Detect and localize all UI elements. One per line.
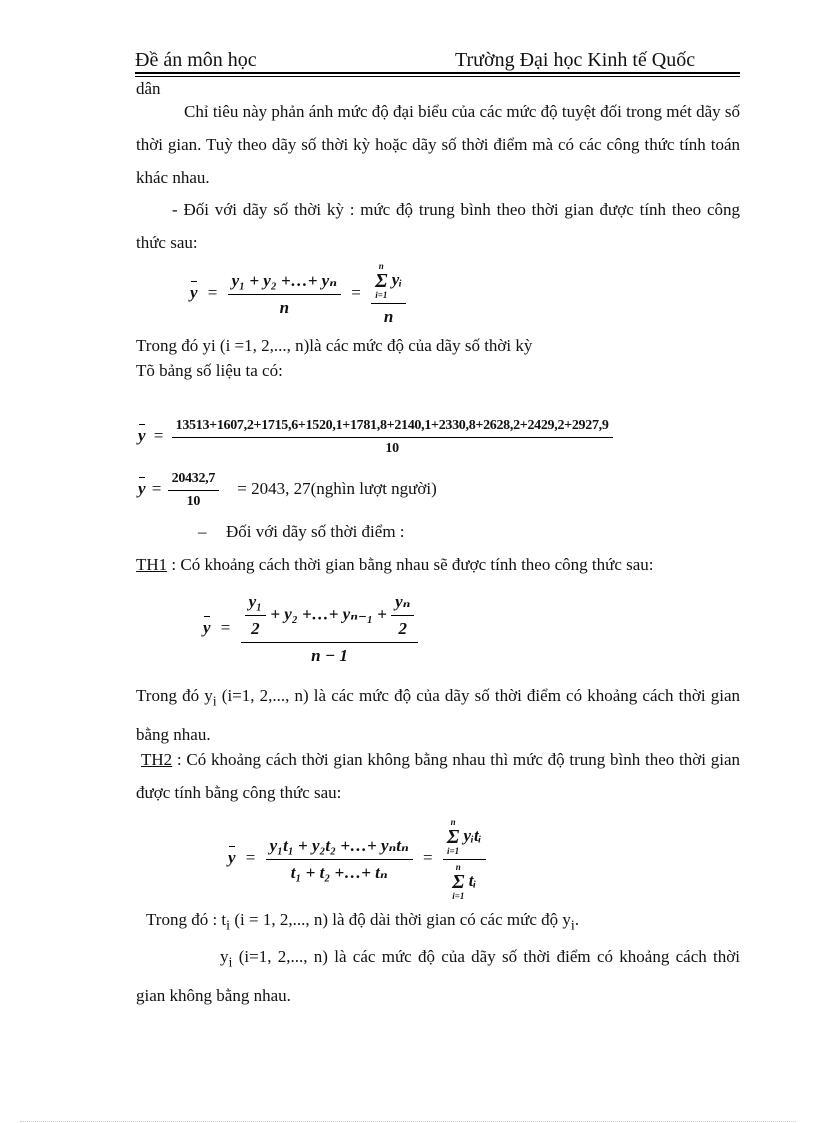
formula-values-denominator: 10 <box>385 441 399 456</box>
paragraph-th2 <box>136 743 740 809</box>
sigma-icon: n Σ i=1 <box>375 261 388 300</box>
th1-text: : Có khoảng cách thời gian bằng nhau sẽ được tính theo công thức sau: <box>167 555 654 574</box>
paragraph-from-table: Tõ bảng số liệu ta có: <box>136 361 283 380</box>
formula-eq-6: = <box>245 848 256 868</box>
formula-result <box>138 471 437 510</box>
formula-unequal-interval <box>228 818 486 901</box>
formula-result-numerator: 20432,7 <box>168 471 219 491</box>
formula-eq-7: = <box>423 848 433 868</box>
formula-ybar-2: y <box>138 426 146 446</box>
header-left: Đề án môn học <box>135 49 257 71</box>
formula-sum-fraction <box>371 262 406 327</box>
formula-equal-fraction <box>241 592 419 666</box>
formula-values-numerator: 13513+1607,2+1715,6+1520,1+1781,8+2140,1+2330,8+2628,2+2429,2+2927,9 <box>172 418 613 438</box>
formula-equal-numerator: $\frac{\text{y₁}}{2}$ + y₂ +…+ yₙ₋₁ + $\frac{\text{yₙ}}{2}$ <box>241 592 419 643</box>
paragraph-where-equal: Trong đó $y_i$ (i=1, 2,..., n) là các mức độ của dãy số thời điểm có khoảng cách thời gian bằng nhau. <box>136 686 740 745</box>
formula-eq-3: = <box>153 426 164 446</box>
paragraph-where-ti: Trong đó : $t_i$ (i = 1, 2,..., n) là độ dài thời gian có các mức độ $y_i$. <box>146 910 580 934</box>
th1-label: TH1 <box>136 555 168 574</box>
formula-numerator: y₁ + y₂ +…+ yₙ <box>228 271 341 295</box>
formula-ybar-4: y <box>203 617 211 637</box>
formula-sum-values <box>138 418 613 457</box>
header-continuation: dân <box>136 79 161 98</box>
paragraph-point-series: Đối với dãy số thời điểm : <box>226 522 405 541</box>
formula-weighted-sum-numerator: n Σ i=1 yᵢtᵢ <box>443 818 486 860</box>
paragraph-where-yi: Trong đó yi (i =1, 2,..., n)là các mức độ của dãy số thời kỳ <box>136 336 533 355</box>
formula-sum-denominator: n <box>383 307 394 326</box>
formula-weighted-sum-denominator: n Σ i=1 tᵢ <box>452 862 477 901</box>
formula-result-denominator: 10 <box>186 494 201 509</box>
formula-sum-numerator: n Σ i=1 yᵢ <box>371 262 406 304</box>
formula-weighted-denominator: t₁ + t₂ +…+ tₙ <box>290 863 388 882</box>
header-right: Trường Đại học Kinh tế Quốc <box>455 49 696 71</box>
th2-label: TH2 <box>141 750 173 769</box>
formula-weighted-fraction <box>266 836 413 883</box>
formula-values-fraction <box>172 418 613 457</box>
paragraph-intro: Chỉ tiêu này phản ánh mức độ đại biểu của các mức độ tuyệt đối trong mét dãy số thời gian. Tuỳ theo dãy số thời kỳ hoặc dãy số thời điểm mà có các công thức tính toán khác nhau. <box>136 102 740 187</box>
header-rule-thin <box>135 76 740 77</box>
bullet-dash-icon: – <box>198 522 207 541</box>
formula-weighted-numerator: y₁t₁ + y₂t₂ +…+ yₙtₙ <box>266 836 413 860</box>
formula-ybar: y <box>190 283 198 303</box>
formula-weighted-sum-fraction <box>443 818 486 901</box>
formula-eq-2: = <box>351 283 361 303</box>
page-bottom-border <box>20 1121 796 1122</box>
formula-ybar-3: y <box>138 479 146 499</box>
paragraph-th1 <box>136 555 654 575</box>
formula-period-mean <box>190 262 406 327</box>
header-rule <box>135 72 740 74</box>
formula-eq-4: = <box>151 479 162 499</box>
sigma-icon-3: n Σ i=1 <box>452 862 465 901</box>
formula-denominator: n <box>279 298 290 317</box>
th2-text: : Có khoảng cách thời gian không bằng nhau thì mức độ trung bình theo thời gian được tính bằng công thức sau: <box>136 750 740 802</box>
formula-equal-interval <box>203 592 418 666</box>
formula-eq: = <box>207 283 218 303</box>
paragraph-where-yi-unequal: $y_i$ (i=1, 2,..., n) là các mức độ của dãy số thời điểm có khoảng cách thời gian không bằng nhau. <box>136 947 740 1006</box>
sigma-icon-2: n Σ i=1 <box>446 817 460 856</box>
paragraph-period-series: - Đối với dãy số thời kỳ : mức độ trung bình theo thời gian được tính theo công thức sau: <box>136 200 740 252</box>
formula-result-fraction <box>168 471 219 510</box>
formula-equal-denominator: n − 1 <box>311 646 348 665</box>
formula-ybar-5: y <box>228 848 236 868</box>
formula-fraction <box>228 271 341 318</box>
formula-eq-5: = <box>220 617 231 637</box>
formula-result-value: = 2043, 27(nghìn lượt người) <box>237 479 437 499</box>
